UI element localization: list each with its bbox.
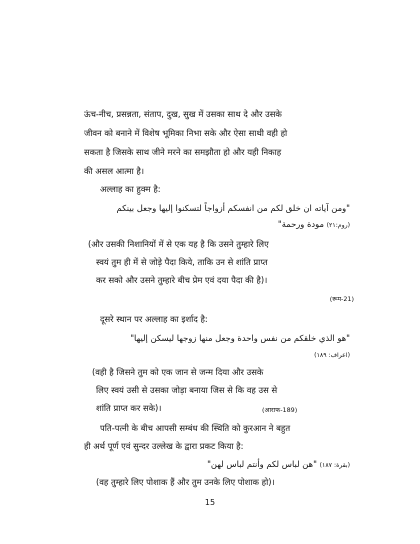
verse-citation: (بقرة: ١٨٧) — [319, 462, 350, 469]
page-number: 15 — [204, 498, 216, 507]
paragraph-line: जीवन को बनाने में विशेष भूमिका निभा सके और ऐसा साथी वही हो — [84, 128, 288, 138]
translation-line: कर सको और उसने तुम्हारे बीच प्रेम एवं दया पैदा की है)। — [96, 275, 268, 285]
section-heading: दूसरे स्थान पर अल्लाह का इर्शाद है: — [100, 314, 208, 324]
arabic-verse-line: "هو الذي خلقكم من نفس واحدة وجعل منها زوجها ليسكن إليها" — [130, 333, 350, 343]
paragraph-line: सकता है जिसके साथ जीने मरने का समझौता हो और यही निकाह — [84, 147, 282, 157]
arabic-verse-line: "ومن آياته ان خلق لكم من انفسكم أزواجاً لتسكنوا إليها وجعل بينكم — [116, 203, 350, 213]
surah-reference: (रूम-21) — [329, 295, 354, 303]
section-heading: अल्लाह का हुक्म है: — [100, 184, 161, 194]
arabic-verse-line-with-citation — [88, 218, 350, 232]
verse-citation: (روم:٢١) — [326, 222, 350, 229]
paragraph-line: की असल आत्मा है। — [84, 166, 145, 176]
surah-reference: (आराफ-189) — [262, 406, 298, 414]
arabic-verse-line: "هن لباس لكم وأنتم لباس لهن" — [207, 459, 317, 469]
translation-line: लिए स्वयं उसी से उसका जोड़ा बनाया जिस से कि वह उस से — [96, 385, 278, 395]
translation-line: शांति प्राप्त कर सके)। — [96, 403, 162, 413]
arabic-verse-line-with-citation — [88, 458, 350, 472]
paragraph-line: ही अर्थ पूर्ण एवं सुन्दर उल्लेख के द्वारा प्रकट किया है: — [84, 441, 244, 451]
translation-line: (वह तुम्हारे लिए पोशाक हैं और तुम उनके लिए पोशाक हो)। — [96, 477, 275, 487]
translation-line: (और उसकी निशानियों में से एक यह है कि उसने तुम्हारे लिए — [88, 239, 269, 249]
paragraph-line: पति-पत्नी के बीच आपसी सम्बंध की स्थिति को कुरआन ने बहुत — [100, 423, 291, 433]
translation-line: स्वयं तुम ही में से जोड़े पैदा किये, ताकि उन से शांति प्राप्त — [96, 257, 268, 267]
translation-line: (वही है जिसने तुम को एक जान से जन्म दिया और उसके — [92, 367, 264, 377]
verse-citation: (اعراف: ١٨٩) — [314, 352, 350, 359]
arabic-verse-line: مودة ورحمة" — [277, 219, 324, 229]
paragraph-line: ऊंच-नीच, प्रसन्नता, संताप, दुख, सुख में उसका साथ दे और उसके — [84, 109, 282, 119]
